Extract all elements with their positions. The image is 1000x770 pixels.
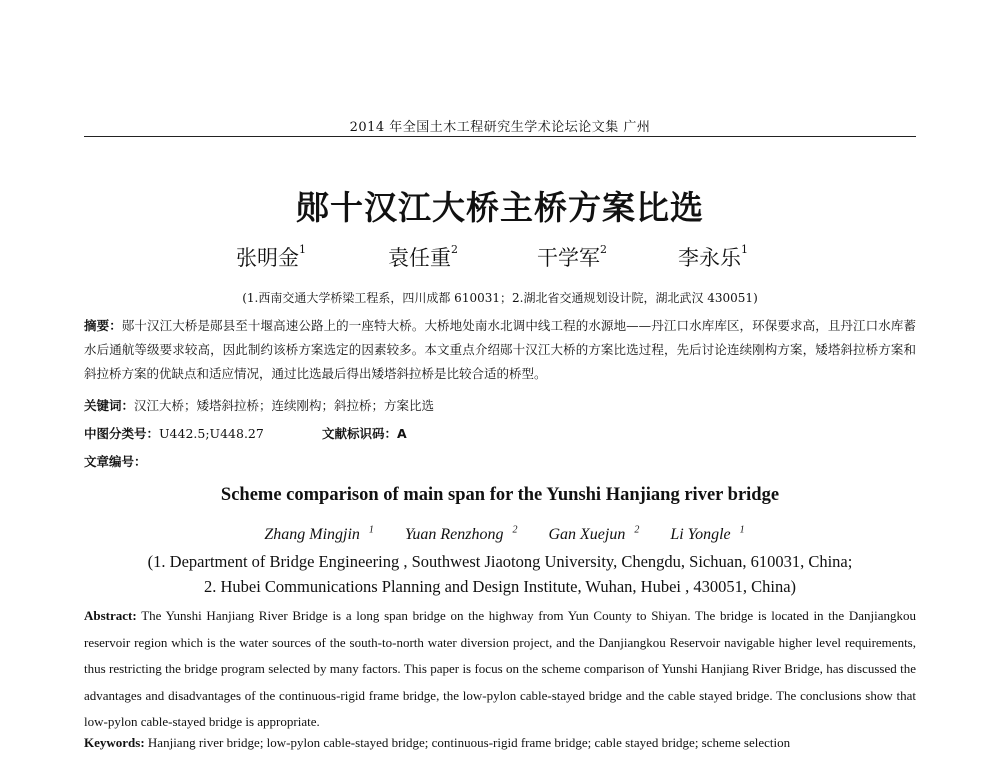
affiliation-en-line2: 2. Hubei Communications Planning and Design Institute, Wuhan, Hubei , 430051, China) <box>203 577 797 596</box>
authors-en <box>84 525 916 544</box>
article-number <box>84 452 147 470</box>
affiliation-en-line1: (1. Department of Bridge Engineering , Southwest Jiaotong University, Chengdu, Sichuan, 610031, China; <box>147 552 853 571</box>
document-code-value: A <box>397 426 407 441</box>
abstract-cn-label: 摘要： <box>84 318 122 333</box>
keywords-en-label: Keywords: <box>84 735 145 750</box>
author-en-name: Gan Xuejun <box>548 526 626 544</box>
author-en-name: Li Yongle <box>670 526 731 544</box>
abstract-en <box>84 603 916 736</box>
author-cn-name: 干学军 <box>537 246 600 270</box>
running-header: 2014 年全国土木工程研究生学术论坛论文集 广州 <box>349 120 651 135</box>
article-number-label: 文章编号： <box>84 454 147 469</box>
author-en-name: Yuan Renzhong <box>404 526 504 544</box>
author-cn-affil-mark: 2 <box>600 243 607 256</box>
author-cn-name: 张明金 <box>236 246 299 270</box>
keywords-en <box>84 735 916 751</box>
document-code-label: 文献标识码： <box>322 426 398 441</box>
author-cn-affil-mark: 2 <box>451 243 458 256</box>
author-cn-name: 李永乐 <box>678 246 741 270</box>
author-en-affil-mark: 1 <box>739 525 745 536</box>
author-cn <box>388 242 458 272</box>
abstract-en-text: The Yunshi Hanjiang River Bridge is a long span bridge on the highway from Yun County to Shiyan. The bridge is located in the Danjiangkou reservoir region which is the water sources of the south-to-north water diversion project, and the Danjiangkou Reservoir navigable higher level requirements, thus restricting the bridge program selected by many factors. This paper is focus on the scheme comparison of Yunshi Hanjiang River Bridge, has discussed the advantages and disadvantages of the continuous-rigid frame bridge, the low-pylon cable-stayed bridge and the cable stayed bridge. The conclusions show that low-pylon cable-stayed bridge is appropriate. <box>84 608 916 729</box>
keywords-cn <box>84 396 434 414</box>
author-en-name: Zhang Mingjin <box>264 526 360 544</box>
author-en <box>661 526 744 543</box>
author-en-affil-mark: 2 <box>512 525 518 536</box>
author-cn <box>537 242 607 272</box>
author-cn-affil-mark: 1 <box>741 243 748 256</box>
author-en-affil-mark: 1 <box>368 525 374 536</box>
header-rule <box>84 136 916 137</box>
paper-title-en: Scheme comparison of main span for the Yunshi Hanjiang river bridge <box>220 485 780 505</box>
author-en <box>396 526 518 543</box>
keywords-cn-label: 关键词： <box>84 398 135 413</box>
author-cn-affil-mark: 1 <box>299 243 306 256</box>
abstract-en-label: Abstract: <box>84 608 137 623</box>
abstract-cn <box>84 314 916 386</box>
keywords-cn-text: 汉江大桥；矮塔斜拉桥；连续刚构；斜拉桥；方案比选 <box>134 398 435 413</box>
author-cn-name: 袁任重 <box>388 246 451 270</box>
author-en <box>255 526 374 543</box>
keywords-en-text: Hanjiang river bridge; low-pylon cable-stayed bridge; continuous-rigid frame bridge; cable stayed bridge; scheme selection <box>147 735 791 750</box>
affiliation-cn: (1.西南交通大学桥梁工程系，四川成都 610031；2.湖北省交通规划设计院，湖北武汉 430051) <box>242 291 758 305</box>
author-en-affil-mark: 2 <box>634 525 640 536</box>
document-code <box>322 424 407 442</box>
paper-title-cn: 郧十汉江大桥主桥方案比选 <box>296 188 704 227</box>
author-cn <box>236 242 306 272</box>
abstract-cn-text: 郧十汉江大桥是郧县至十堰高速公路上的一座特大桥。大桥地处南水北调中线工程的水源地——丹江口水库库区，环保要求高，且丹江口水库蓄水后通航等级要求较高，因此制约该桥方案选定的因素较多。本文重点介绍郧十汉江大桥的方案比选过程，先后讨论连续刚构方案，矮塔斜拉桥方案和斜拉桥方案的优缺点和适应情况，通过比选最后得出矮塔斜拉桥是比较合适的桥型。 <box>84 318 916 381</box>
authors-cn <box>84 242 916 272</box>
classification-code: U442.5;U448.27 <box>159 426 264 441</box>
classification-line <box>84 424 407 442</box>
author-en <box>539 526 639 543</box>
classification-label: 中图分类号： <box>84 426 160 441</box>
author-cn <box>678 242 748 272</box>
